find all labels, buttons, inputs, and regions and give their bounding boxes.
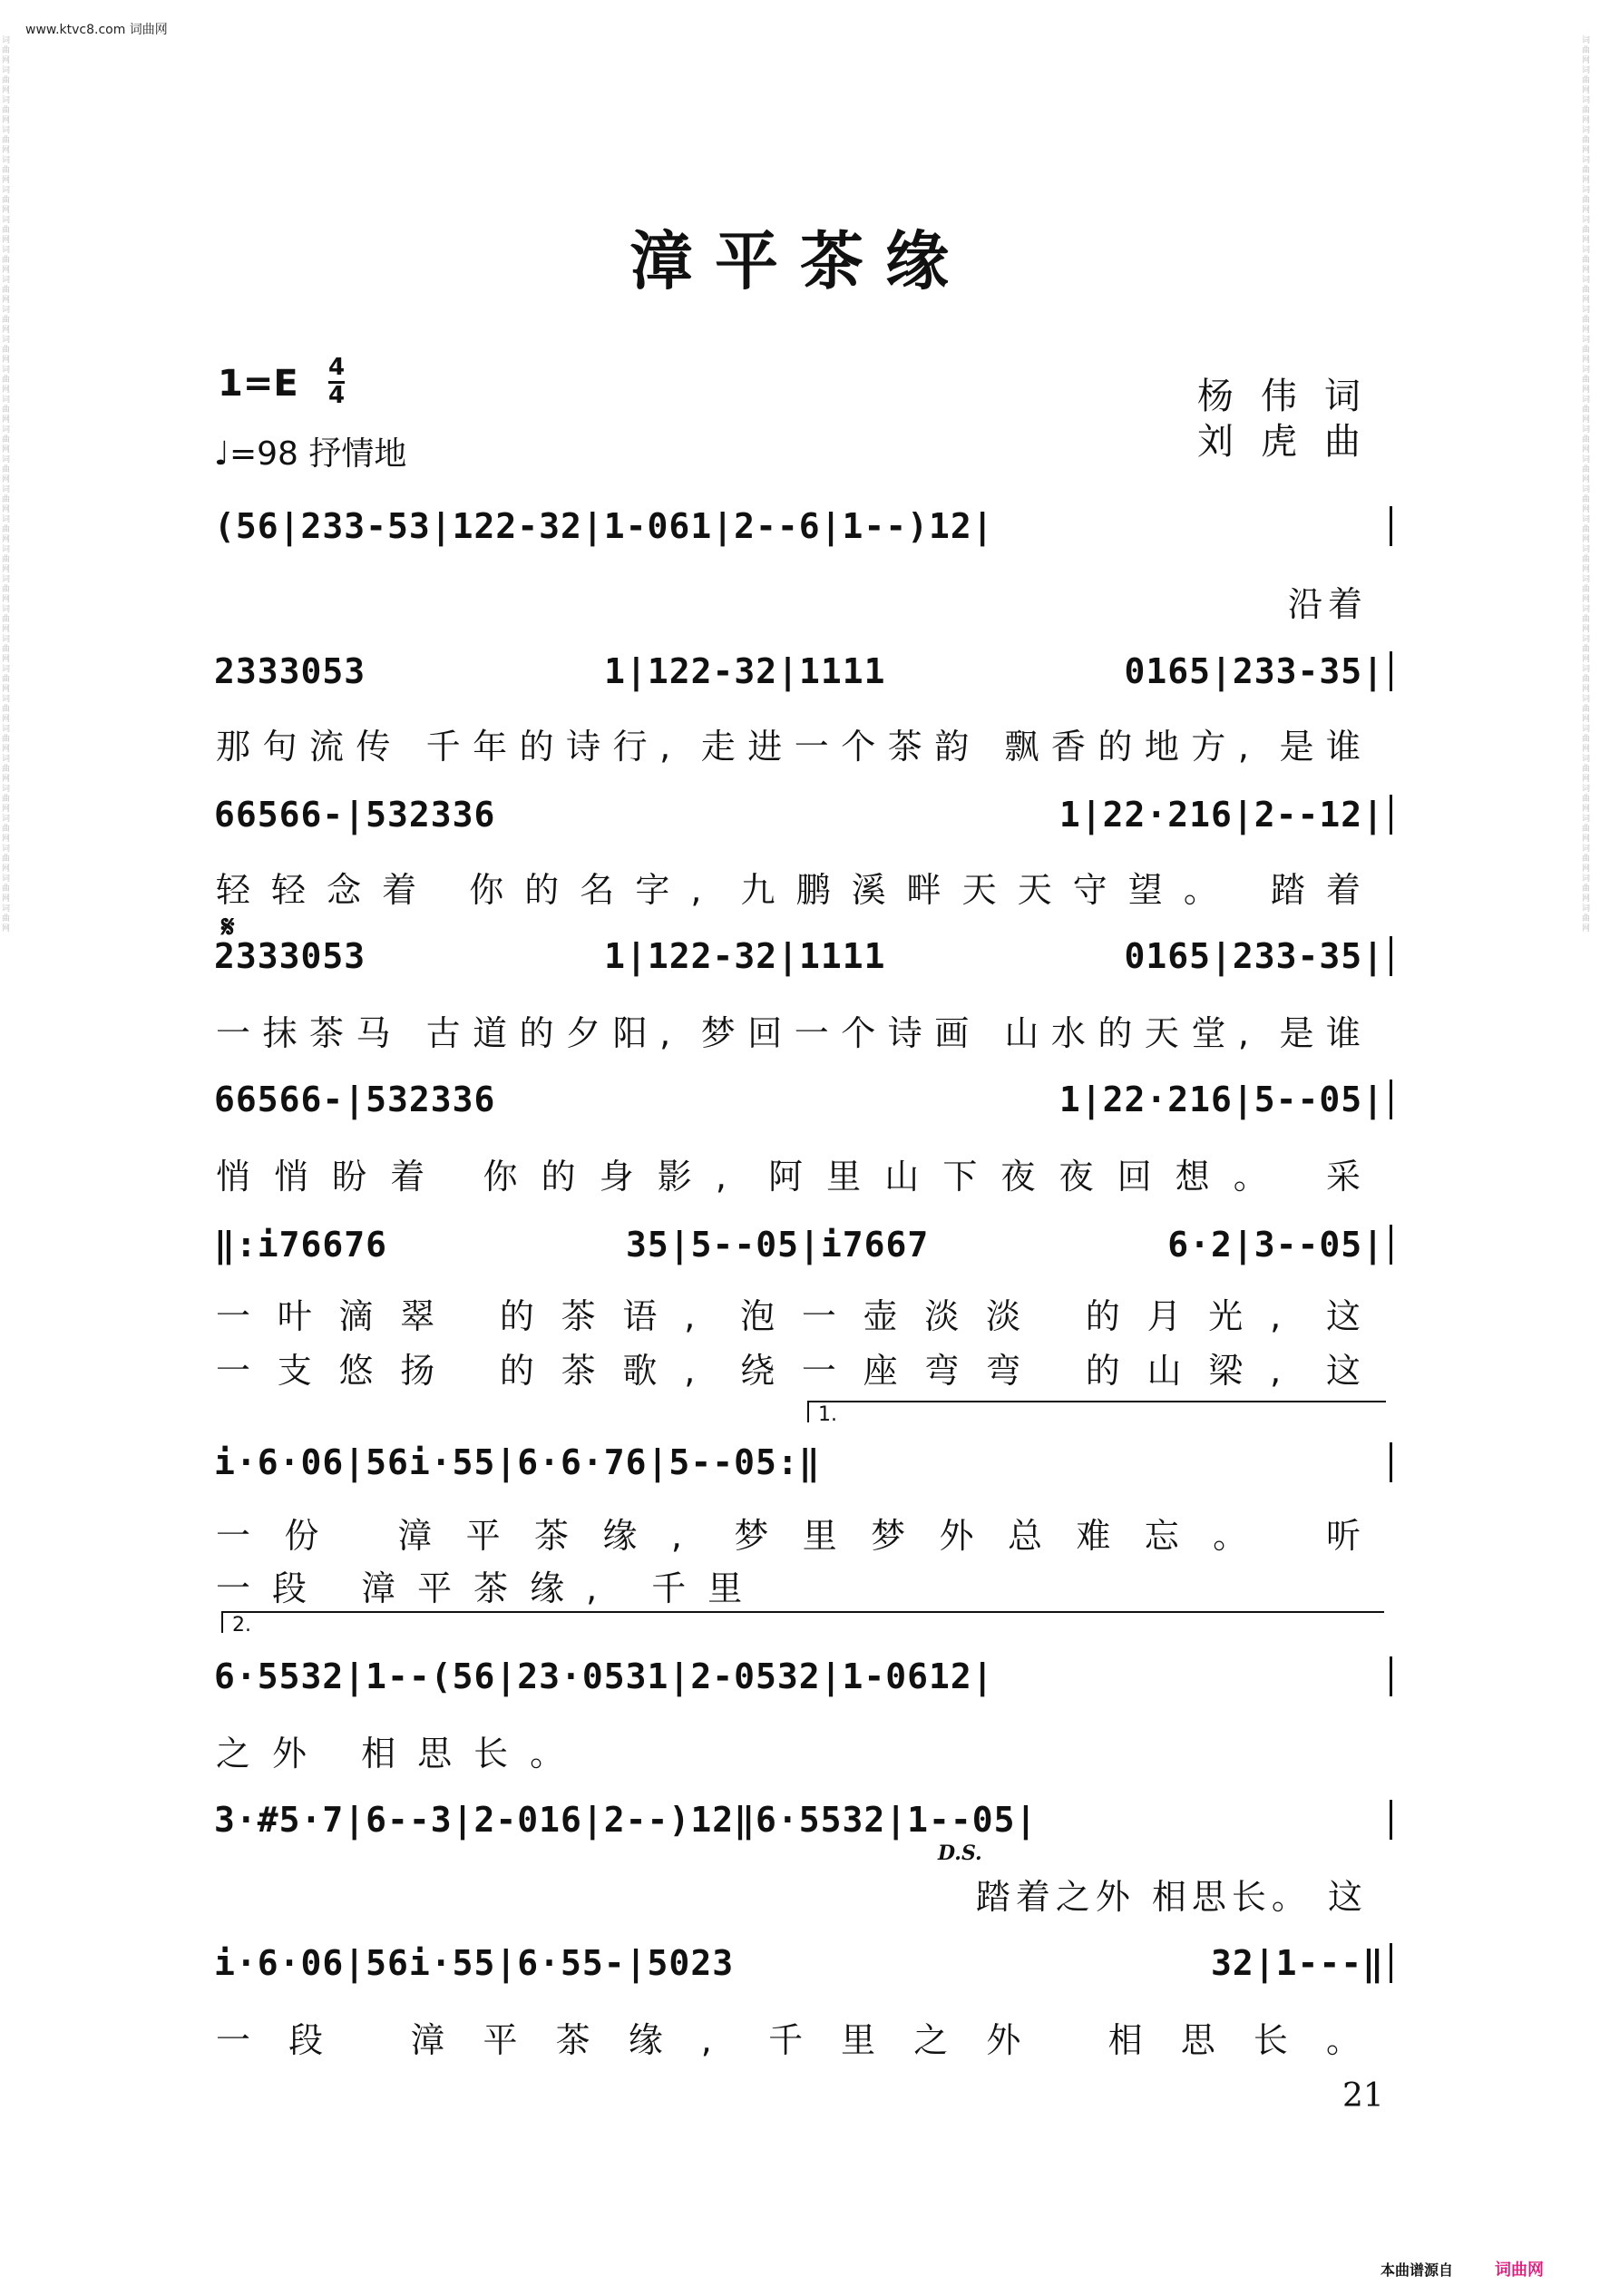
side-watermark-right: 词曲网词曲网词曲网词曲网词曲网词曲网词曲网词曲网词曲网词曲网词曲网词曲网词曲网词曲网词曲网词曲网词曲网词曲网词曲网词曲网词曲网词曲网词曲网词曲网词曲网词曲网词曲网词曲网词曲网词曲网	[1582, 36, 1592, 933]
composer-credit: 刘虎曲	[1197, 421, 1388, 463]
lyric-line-8: 之外 相思长。	[216, 1734, 587, 1773]
lyric-line-3: 轻轻念着 你的名字, 九鹏溪畔天天守望。 踏着	[216, 870, 1368, 910]
lyric-line-4: 一抹茶马 古道的夕阳, 梦回一个诗画 山水的天堂, 是谁	[216, 1013, 1368, 1053]
side-watermark-left: 词曲网词曲网词曲网词曲网词曲网词曲网词曲网词曲网词曲网词曲网词曲网词曲网词曲网词曲网词曲网词曲网词曲网词曲网词曲网词曲网词曲网词曲网词曲网词曲网词曲网词曲网词曲网词曲网词曲网词曲网	[2, 36, 12, 933]
lyric-line-2: 那句流传 千年的诗行, 走进一个茶韵 飘香的地方, 是谁	[216, 727, 1368, 767]
tempo-marking: ♩=98 抒情地	[214, 435, 407, 473]
notation-line-4: 2333053 1|122-32|1111 0165|233-35|	[214, 936, 1392, 976]
notation-line-1: (56|233-53|122-32|1-061|2--6|1--)12|	[214, 506, 1392, 546]
time-signature-top: 4	[328, 356, 345, 384]
notation-line-2: 2333053 1|122-32|1111 0165|233-35|	[214, 651, 1392, 691]
lyric-line-7a: 一份 漳平茶缘, 梦里梦外总难忘。 听	[216, 1516, 1368, 1556]
time-signature	[328, 356, 345, 407]
segno-mark: 𝄋	[221, 909, 235, 945]
volta-bracket-2: 2.	[221, 1611, 1384, 1633]
notation-line-5: 66566-|532336 1|22·216|5--05|	[214, 1080, 1392, 1119]
page-number: 21	[1342, 2077, 1384, 2115]
footer-site: 词曲网	[1495, 2261, 1544, 2280]
source-site-label: www.ktvc8.com 词曲网	[25, 23, 168, 37]
lyric-line-6a: 一叶滴翠 的茶语, 泡一壶淡淡 的月光, 这	[216, 1296, 1368, 1336]
notation-line-10: i·6·06|56i·55|6·55-|5023 32|1---‖	[214, 1943, 1392, 1983]
lyric-line-1: 沿着	[1287, 584, 1368, 624]
notation-line-3: 66566-|532336 1|22·216|2--12|	[214, 795, 1392, 835]
key-signature: 1=E	[218, 363, 298, 405]
volta-bracket-1: 1.	[807, 1401, 1386, 1422]
lyric-line-5: 悄悄盼着 你的身影, 阿里山下夜夜回想。 采	[216, 1157, 1368, 1197]
lyric-line-9: 踏着之外 相思长。 这	[975, 1877, 1368, 1917]
lyric-line-7b: 一段 漳平茶缘, 千里	[216, 1568, 765, 1608]
time-signature-bottom: 4	[328, 382, 346, 409]
notation-line-6: ‖:i76676 35|5--05|i7667 6·2|3--05|	[214, 1225, 1392, 1265]
notation-line-7: i·6·06|56i·55|6·6·76|5--05:‖	[214, 1442, 1392, 1482]
lyric-line-6b: 一支悠扬 的茶歌, 绕一座弯弯 的山梁, 这	[216, 1351, 1368, 1391]
notation-line-9: 3·#5·7|6--3|2-016|2--)12‖6·5532|1--05|	[214, 1800, 1392, 1840]
dal-segno-mark: D.S.	[938, 1842, 982, 1865]
song-title: 漳平茶缘	[629, 223, 971, 298]
lyric-line-10: 一段 漳平茶缘, 千里之外 相思长。	[216, 2020, 1368, 2060]
notation-line-8: 6·5532|1--(56|23·0531|2-0532|1-0612|	[214, 1656, 1392, 1696]
lyricist-credit: 杨伟词	[1197, 376, 1388, 417]
footer-label: 本曲谱源自	[1380, 2262, 1454, 2279]
